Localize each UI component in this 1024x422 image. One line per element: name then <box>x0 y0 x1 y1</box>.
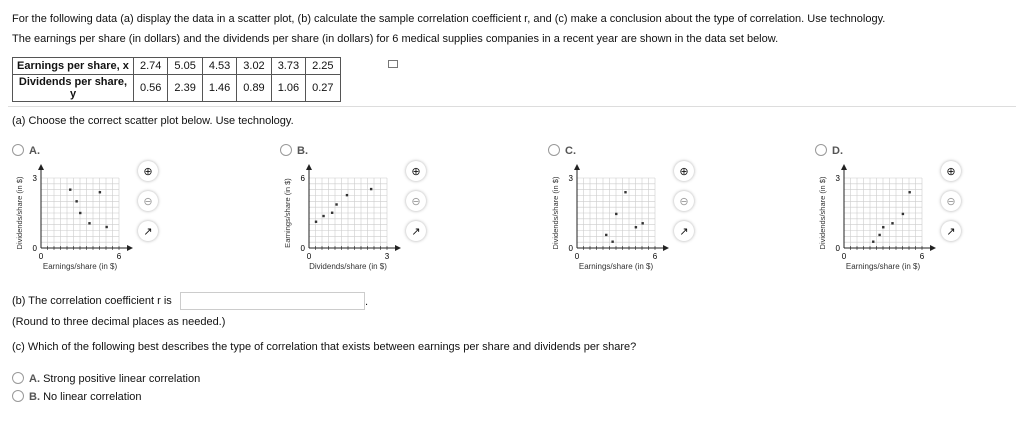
data-point <box>872 241 874 243</box>
open-new-window-icon[interactable]: ↗ <box>138 221 158 241</box>
x-zero-label: 0 <box>306 252 312 261</box>
part-c-text: (c) Which of the following best describes the type of correlation that exists between earnings per share and dividends per share? <box>12 341 637 353</box>
option-label: C. <box>565 145 576 157</box>
data-point <box>891 222 893 224</box>
open-new-window-icon[interactable]: ↗ <box>406 221 426 241</box>
plot-option-d[interactable] <box>815 144 843 157</box>
zoom-in-icon[interactable]: ⊕ <box>138 161 158 181</box>
data-point <box>335 203 337 205</box>
x-max-label: 6 <box>919 252 925 261</box>
y-axis-label: Earnings/share (in $) <box>283 178 292 248</box>
part-a-text: (a) Choose the correct scatter plot below. Use technology. <box>12 115 294 127</box>
choice-letter: A. <box>29 373 40 385</box>
scatter-plot <box>12 160 142 285</box>
x-max-label: 6 <box>652 252 658 261</box>
row-label-y: Dividends per share, y <box>13 75 134 102</box>
y-cell: 0.27 <box>306 75 340 102</box>
x-cell: 2.25 <box>306 58 340 75</box>
x-cell: 3.73 <box>271 58 305 75</box>
radio-icon[interactable] <box>12 372 24 384</box>
x-axis-label: Earnings/share (in $) <box>578 262 654 271</box>
choice-text: No linear correlation <box>43 391 142 403</box>
data-point <box>605 234 607 236</box>
scatter-plot <box>280 160 410 285</box>
data-point <box>69 188 71 190</box>
x-zero-label: 0 <box>574 252 580 261</box>
x-cell: 3.02 <box>237 58 271 75</box>
y-axis-label: Dividends/share (in $) <box>551 176 560 250</box>
plot-option-b[interactable] <box>280 144 308 157</box>
choice-a[interactable] <box>12 372 200 385</box>
divider <box>8 106 1016 107</box>
data-point <box>322 215 324 217</box>
choice-text: Strong positive linear correlation <box>43 373 201 385</box>
radio-icon[interactable] <box>548 144 560 156</box>
data-point <box>105 226 107 228</box>
x-axis-label: Earnings/share (in $) <box>845 262 921 271</box>
y-zero-label: 0 <box>568 244 573 253</box>
data-point <box>88 222 90 224</box>
part-b-note: (Round to three decimal places as needed.) <box>12 316 226 328</box>
y-max-label: 3 <box>568 174 573 183</box>
data-point <box>611 241 613 243</box>
description-text: The earnings per share (in dollars) and the dividends per share (in dollars) for 6 medical supplies companies in a recent year are shown in the data set below. <box>12 33 779 45</box>
x-axis-label: Earnings/share (in $) <box>42 262 118 271</box>
plot-option-a[interactable] <box>12 144 40 157</box>
y-cell: 0.56 <box>134 75 168 102</box>
zoom-out-icon[interactable]: ⊖ <box>406 191 426 211</box>
x-zero-label: 0 <box>38 252 44 261</box>
y-cell: 1.46 <box>202 75 236 102</box>
row-label-x: Earnings per share, x <box>13 58 134 75</box>
zoom-out-icon[interactable]: ⊖ <box>941 191 961 211</box>
open-new-window-icon[interactable]: ↗ <box>674 221 694 241</box>
zoom-in-icon[interactable]: ⊕ <box>941 161 961 181</box>
data-point <box>902 213 904 215</box>
radio-icon[interactable] <box>815 144 827 156</box>
data-point <box>882 226 884 228</box>
data-point <box>79 212 81 214</box>
data-point <box>908 191 910 193</box>
data-point <box>75 200 77 202</box>
data-point <box>641 222 643 224</box>
option-label: B. <box>297 145 308 157</box>
x-cell: 2.74 <box>134 58 168 75</box>
data-point <box>615 213 617 215</box>
data-point <box>99 191 101 193</box>
scatter-plot <box>815 160 945 285</box>
part-b-text: (b) The correlation coefficient r is <box>12 295 172 307</box>
y-axis-label: Dividends/share (in $) <box>818 176 827 250</box>
data-point <box>635 226 637 228</box>
plot-option-c[interactable] <box>548 144 576 157</box>
zoom-in-icon[interactable]: ⊕ <box>406 161 426 181</box>
x-zero-label: 0 <box>841 252 847 261</box>
radio-icon[interactable] <box>280 144 292 156</box>
y-cell: 2.39 <box>168 75 202 102</box>
scatter-plot <box>548 160 678 285</box>
y-cell: 0.89 <box>237 75 271 102</box>
intro-text: For the following data (a) display the data in a scatter plot, (b) calculate the sample correlation coefficient r, and (c) make a conclusion about the type of correlation. Use technology. <box>12 13 886 25</box>
x-axis-label: Dividends/share (in $) <box>309 262 387 271</box>
y-max-label: 3 <box>32 174 37 183</box>
y-cell: 1.06 <box>271 75 305 102</box>
data-point <box>315 221 317 223</box>
zoom-in-icon[interactable]: ⊕ <box>674 161 694 181</box>
option-label: D. <box>832 145 843 157</box>
y-zero-label: 0 <box>300 244 305 253</box>
x-cell: 5.05 <box>168 58 202 75</box>
y-zero-label: 0 <box>835 244 840 253</box>
choice-letter: B. <box>29 391 40 403</box>
x-max-label: 6 <box>116 252 122 261</box>
data-point <box>878 234 880 236</box>
correlation-input[interactable] <box>180 292 365 310</box>
zoom-out-icon[interactable]: ⊖ <box>138 191 158 211</box>
y-zero-label: 0 <box>32 244 37 253</box>
data-point <box>370 188 372 190</box>
data-point <box>331 212 333 214</box>
option-label: A. <box>29 145 40 157</box>
y-max-label: 6 <box>300 174 305 183</box>
zoom-out-icon[interactable]: ⊖ <box>674 191 694 211</box>
choice-b[interactable] <box>12 390 142 403</box>
radio-icon[interactable] <box>12 144 24 156</box>
y-axis-label: Dividends/share (in $) <box>15 176 24 250</box>
x-cell: 4.53 <box>202 58 236 75</box>
radio-icon[interactable] <box>12 390 24 402</box>
data-point <box>624 191 626 193</box>
data-point <box>346 194 348 196</box>
y-max-label: 3 <box>835 174 840 183</box>
x-max-label: 3 <box>384 252 390 261</box>
open-new-window-icon[interactable]: ↗ <box>941 221 961 241</box>
data-table <box>12 57 341 102</box>
copy-data-icon[interactable] <box>388 60 398 68</box>
